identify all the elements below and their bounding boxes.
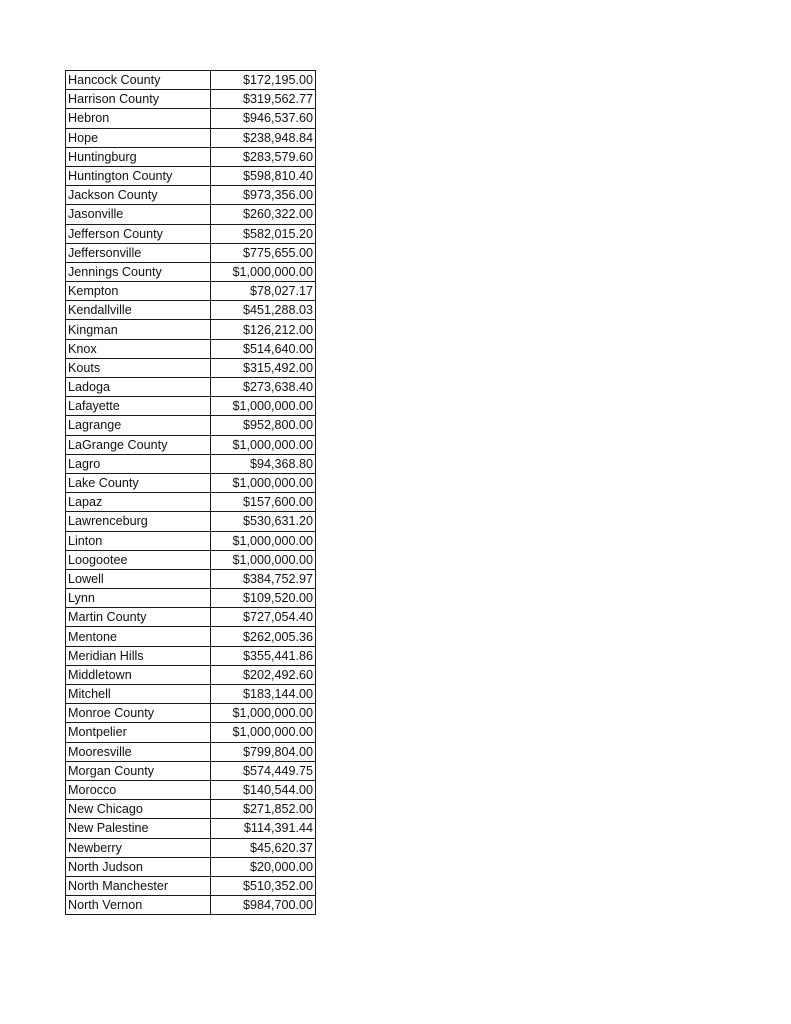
amount-cell: $183,144.00 — [211, 685, 316, 704]
table-row — [66, 224, 316, 243]
amount-cell: $799,804.00 — [211, 742, 316, 761]
amount-cell: $202,492.60 — [211, 665, 316, 684]
amount-cell: $238,948.84 — [211, 128, 316, 147]
locality-name-cell: Knox — [66, 339, 211, 358]
locality-name-cell: Lowell — [66, 569, 211, 588]
table-row — [66, 569, 316, 588]
amount-cell: $109,520.00 — [211, 589, 316, 608]
locality-name-cell: New Palestine — [66, 819, 211, 838]
table-row — [66, 166, 316, 185]
locality-name-cell: Morgan County — [66, 761, 211, 780]
locality-name-cell: Mooresville — [66, 742, 211, 761]
locality-name-cell: Jeffersonville — [66, 243, 211, 262]
amount-cell: $319,562.77 — [211, 90, 316, 109]
table-row — [66, 742, 316, 761]
amount-cell: $775,655.00 — [211, 243, 316, 262]
amount-cell: $260,322.00 — [211, 205, 316, 224]
locality-name-cell: Kingman — [66, 320, 211, 339]
locality-name-cell: Hebron — [66, 109, 211, 128]
table-body — [66, 71, 316, 915]
amount-cell: $946,537.60 — [211, 109, 316, 128]
amount-cell: $1,000,000.00 — [211, 550, 316, 569]
table-row — [66, 876, 316, 895]
locality-name-cell: LaGrange County — [66, 435, 211, 454]
amount-cell: $1,000,000.00 — [211, 435, 316, 454]
amount-cell: $574,449.75 — [211, 761, 316, 780]
amount-cell: $273,638.40 — [211, 378, 316, 397]
locality-name-cell: Jackson County — [66, 186, 211, 205]
table-row — [66, 71, 316, 90]
amount-cell: $140,544.00 — [211, 780, 316, 799]
amount-cell: $1,000,000.00 — [211, 531, 316, 550]
locality-name-cell: Lawrenceburg — [66, 512, 211, 531]
amount-cell: $727,054.40 — [211, 608, 316, 627]
table-row — [66, 780, 316, 799]
amount-cell: $451,288.03 — [211, 301, 316, 320]
table-row — [66, 665, 316, 684]
amount-cell: $315,492.00 — [211, 358, 316, 377]
locality-name-cell: Hancock County — [66, 71, 211, 90]
locality-name-cell: Kendallville — [66, 301, 211, 320]
table-row — [66, 128, 316, 147]
amount-cell: $514,640.00 — [211, 339, 316, 358]
table-row — [66, 186, 316, 205]
table-row — [66, 723, 316, 742]
locality-name-cell: Harrison County — [66, 90, 211, 109]
locality-name-cell: Linton — [66, 531, 211, 550]
funding-table — [65, 70, 316, 915]
locality-name-cell: Huntingburg — [66, 147, 211, 166]
table-row — [66, 819, 316, 838]
amount-cell: $1,000,000.00 — [211, 262, 316, 281]
amount-cell: $530,631.20 — [211, 512, 316, 531]
locality-name-cell: Morocco — [66, 780, 211, 799]
table-row — [66, 550, 316, 569]
locality-name-cell: North Judson — [66, 857, 211, 876]
locality-name-cell: New Chicago — [66, 800, 211, 819]
locality-name-cell: Kouts — [66, 358, 211, 377]
funding-table-container — [65, 70, 316, 915]
table-row — [66, 282, 316, 301]
amount-cell: $582,015.20 — [211, 224, 316, 243]
locality-name-cell: Meridian Hills — [66, 646, 211, 665]
table-row — [66, 416, 316, 435]
locality-name-cell: Jasonville — [66, 205, 211, 224]
locality-name-cell: Lafayette — [66, 397, 211, 416]
table-row — [66, 358, 316, 377]
table-row — [66, 454, 316, 473]
amount-cell: $20,000.00 — [211, 857, 316, 876]
amount-cell: $45,620.37 — [211, 838, 316, 857]
locality-name-cell: Newberry — [66, 838, 211, 857]
table-row — [66, 761, 316, 780]
table-row — [66, 109, 316, 128]
locality-name-cell: Lynn — [66, 589, 211, 608]
amount-cell: $1,000,000.00 — [211, 723, 316, 742]
table-row — [66, 627, 316, 646]
amount-cell: $598,810.40 — [211, 166, 316, 185]
locality-name-cell: Montpelier — [66, 723, 211, 742]
locality-name-cell: Mentone — [66, 627, 211, 646]
table-row — [66, 589, 316, 608]
locality-name-cell: Middletown — [66, 665, 211, 684]
locality-name-cell: Loogootee — [66, 550, 211, 569]
amount-cell: $1,000,000.00 — [211, 397, 316, 416]
locality-name-cell: Mitchell — [66, 685, 211, 704]
table-row — [66, 90, 316, 109]
table-row — [66, 512, 316, 531]
amount-cell: $172,195.00 — [211, 71, 316, 90]
locality-name-cell: Huntington County — [66, 166, 211, 185]
amount-cell: $114,391.44 — [211, 819, 316, 838]
table-row — [66, 896, 316, 915]
locality-name-cell: North Manchester — [66, 876, 211, 895]
amount-cell: $1,000,000.00 — [211, 473, 316, 492]
table-row — [66, 800, 316, 819]
amount-cell: $283,579.60 — [211, 147, 316, 166]
locality-name-cell: North Vernon — [66, 896, 211, 915]
amount-cell: $355,441.86 — [211, 646, 316, 665]
locality-name-cell: Ladoga — [66, 378, 211, 397]
locality-name-cell: Hope — [66, 128, 211, 147]
amount-cell: $1,000,000.00 — [211, 704, 316, 723]
locality-name-cell: Jefferson County — [66, 224, 211, 243]
table-row — [66, 646, 316, 665]
table-row — [66, 531, 316, 550]
amount-cell: $78,027.17 — [211, 282, 316, 301]
table-row — [66, 704, 316, 723]
table-row — [66, 857, 316, 876]
amount-cell: $94,368.80 — [211, 454, 316, 473]
locality-name-cell: Kempton — [66, 282, 211, 301]
table-row — [66, 301, 316, 320]
amount-cell: $952,800.00 — [211, 416, 316, 435]
table-row — [66, 435, 316, 454]
locality-name-cell: Lapaz — [66, 493, 211, 512]
table-row — [66, 685, 316, 704]
table-row — [66, 320, 316, 339]
table-row — [66, 397, 316, 416]
locality-name-cell: Jennings County — [66, 262, 211, 281]
table-row — [66, 838, 316, 857]
amount-cell: $973,356.00 — [211, 186, 316, 205]
locality-name-cell: Lagro — [66, 454, 211, 473]
table-row — [66, 608, 316, 627]
locality-name-cell: Martin County — [66, 608, 211, 627]
amount-cell: $126,212.00 — [211, 320, 316, 339]
locality-name-cell: Monroe County — [66, 704, 211, 723]
table-row — [66, 493, 316, 512]
table-row — [66, 473, 316, 492]
table-row — [66, 205, 316, 224]
table-row — [66, 339, 316, 358]
table-row — [66, 262, 316, 281]
amount-cell: $984,700.00 — [211, 896, 316, 915]
table-row — [66, 378, 316, 397]
amount-cell: $262,005.36 — [211, 627, 316, 646]
table-row — [66, 147, 316, 166]
locality-name-cell: Lake County — [66, 473, 211, 492]
amount-cell: $157,600.00 — [211, 493, 316, 512]
amount-cell: $384,752.97 — [211, 569, 316, 588]
amount-cell: $510,352.00 — [211, 876, 316, 895]
amount-cell: $271,852.00 — [211, 800, 316, 819]
table-row — [66, 243, 316, 262]
locality-name-cell: Lagrange — [66, 416, 211, 435]
